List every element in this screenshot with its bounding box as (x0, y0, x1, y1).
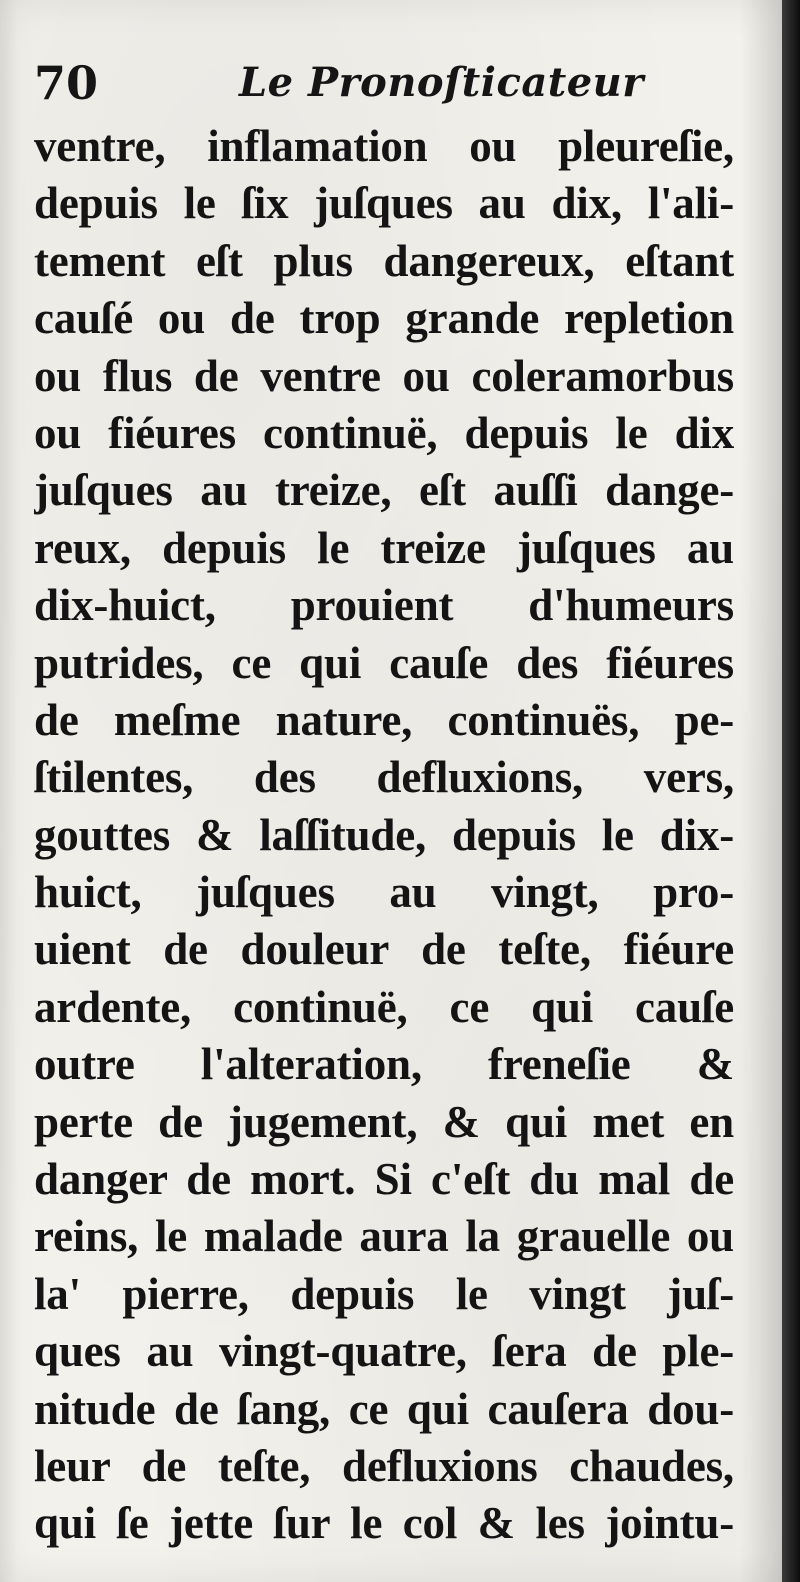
text-line: tement eſt plus dangereux, eſtant (34, 235, 734, 286)
text-line: ou flus de ventre ou coleramorbus (34, 350, 734, 401)
text-line: perte de jugement, & qui met en (34, 1096, 734, 1147)
page-number: 70 (34, 56, 99, 110)
text-line: cauſé ou de trop grande repletion (34, 293, 734, 344)
text-line: ques au vingt-quatre, ſera de ple- (34, 1326, 734, 1377)
body-text (34, 118, 734, 1553)
text-line: ou fiéures continuë, depuis le dix (34, 407, 734, 458)
text-line: juſques au treize, eſt auſſi dange- (34, 465, 734, 516)
book-spine-shadow (782, 0, 800, 1582)
text-line: de meſme nature, continuës, pe- (34, 694, 734, 745)
text-line: nitude de ſang, ce qui cauſera dou- (34, 1383, 734, 1434)
text-line: putrides, ce qui cauſe des fiéures (34, 637, 734, 688)
text-line: dix-huict, prouient d'humeurs (34, 580, 734, 631)
text-line: la' pierre, depuis le vingt juſ- (34, 1268, 734, 1319)
text-line: uient de douleur de teſte, fiéure (34, 924, 734, 975)
running-title: Le Pronoſticateur (239, 59, 644, 106)
page-header (34, 50, 734, 122)
text-line: danger de mort. Si c'eſt du mal de (34, 1154, 734, 1205)
text-line: huict, juſques au vingt, pro- (34, 867, 734, 918)
text-line: ardente, continuë, ce qui cauſe (34, 981, 734, 1032)
text-line: reux, depuis le treize juſques au (34, 522, 734, 573)
text-line: ventre, inflamation ou pleureſie, (34, 121, 734, 171)
text-line: depuis le ſix juſques au dix, l'ali- (34, 178, 734, 229)
text-line: outre l'alteration, freneſie & (34, 1039, 734, 1090)
text-line: reins, le malade aura la grauelle ou (34, 1211, 734, 1262)
text-line: gouttes & laſſitude, depuis le dix- (34, 809, 734, 860)
text-line: leur de teſte, defluxions chaudes, (34, 1440, 734, 1491)
text-line: ſtilentes, des defluxions, vers, (34, 752, 734, 803)
text-line: qui ſe jette ſur le col & les jointu- (34, 1498, 734, 1549)
